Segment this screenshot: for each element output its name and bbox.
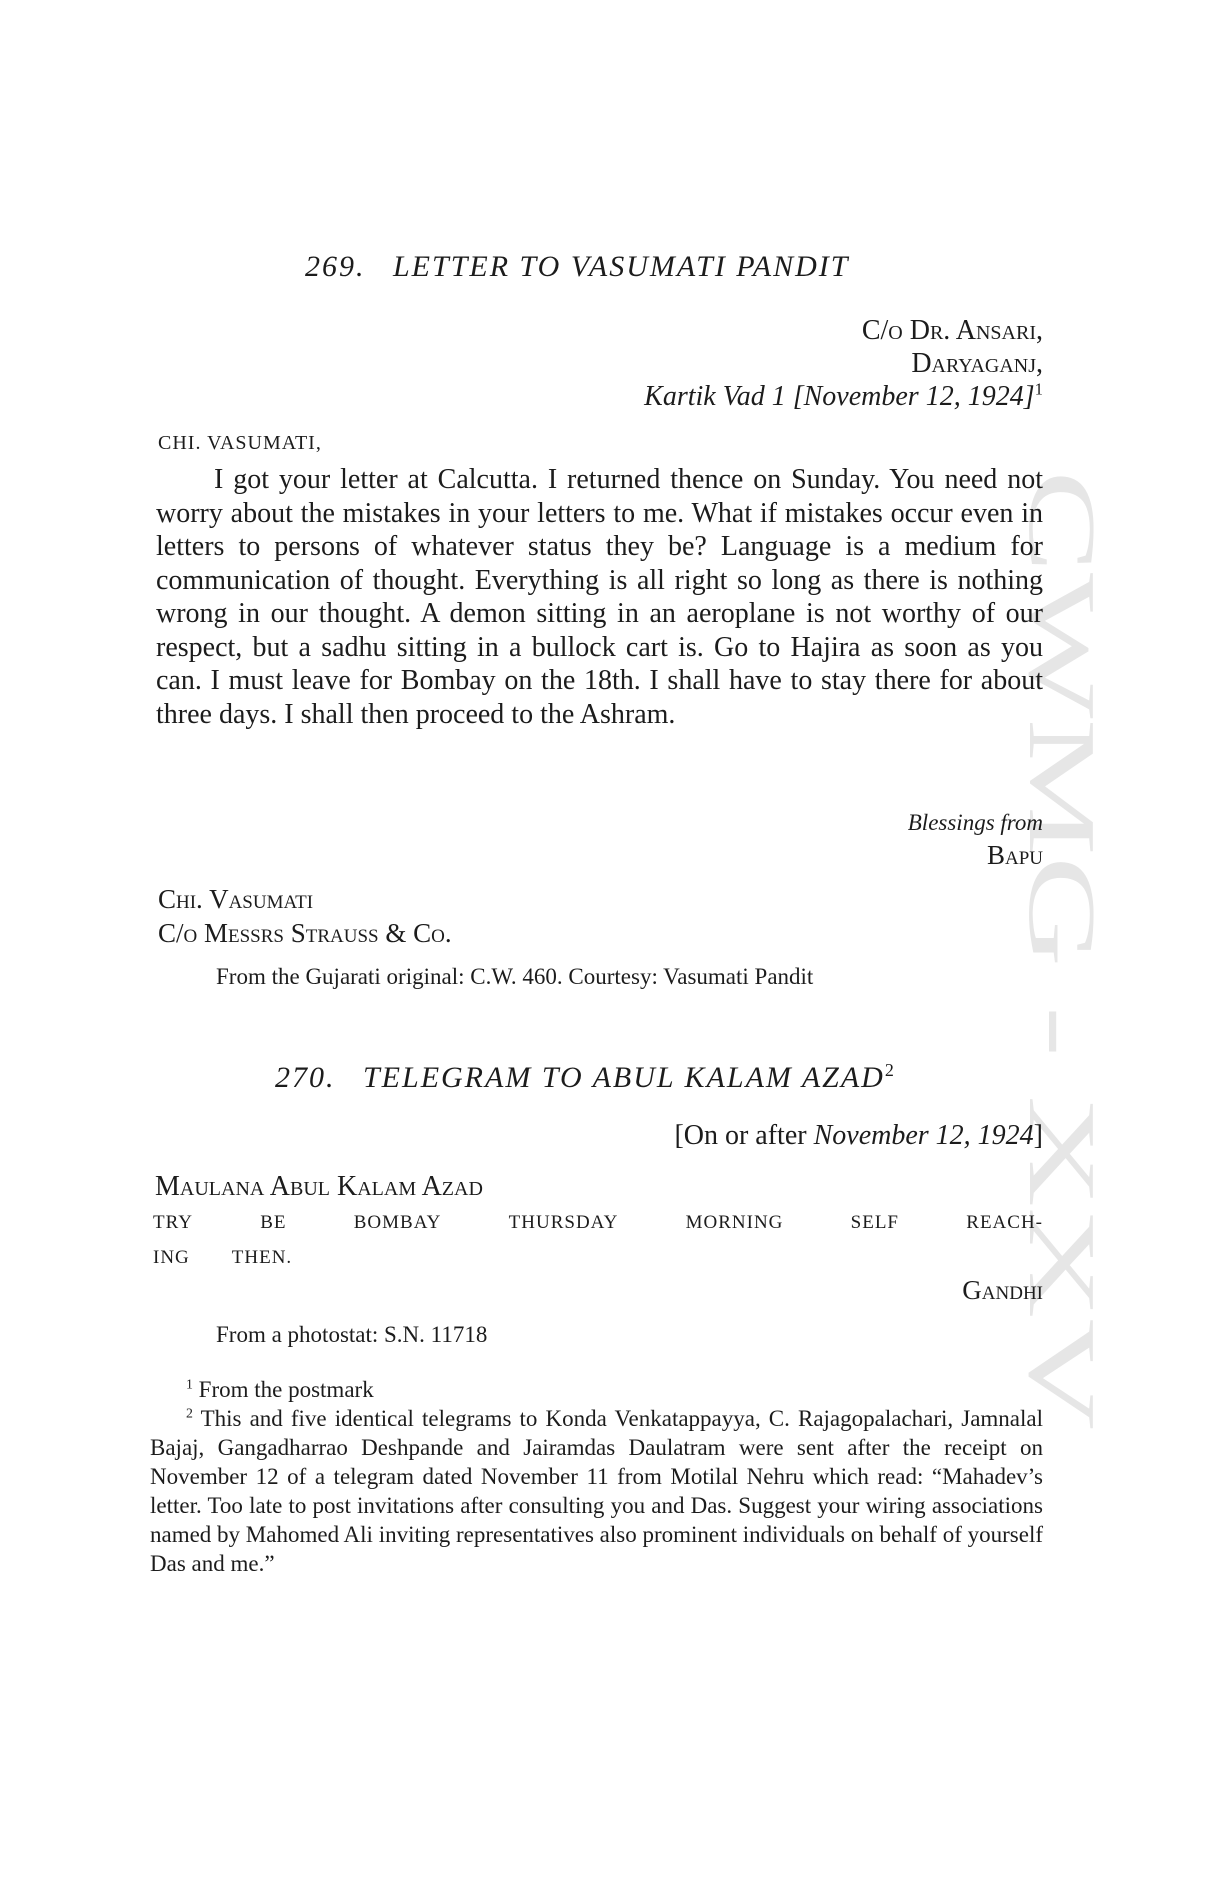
telegram-date-open: [On or after <box>674 1120 814 1151</box>
watermark-text: CWMG XXV <box>1009 470 1100 1068</box>
footnote-1-text: From the postmark <box>198 1377 374 1402</box>
signature-gandhi: Gandhi <box>962 1275 1043 1305</box>
telegram-word: THURSDAY <box>508 1212 619 1233</box>
footnote-ref-2: 2 <box>884 1060 896 1080</box>
telegram-word: TRY <box>153 1212 193 1233</box>
address-line-2: Daryaganj, <box>911 348 1043 379</box>
closing: Blessings from <box>907 810 1043 835</box>
footnote-1-ref: 1 <box>186 1376 193 1392</box>
salutation: CHI. VASUMATI, <box>158 432 322 454</box>
footnote-2 <box>150 1404 1043 1578</box>
document-270-heading <box>275 1061 896 1095</box>
source-269: From the Gujarati original: C.W. 460. Courtesy: Vasumati Pandit <box>216 964 814 989</box>
addressee-line-1: Chi. Vasumati <box>158 884 314 914</box>
telegram-word: ING <box>153 1247 190 1268</box>
date-bracket: [November 12, 1924] <box>792 381 1035 412</box>
document-269-title: LETTER TO VASUMATI PANDIT <box>393 250 850 283</box>
telegram-date-close: ] <box>1033 1120 1043 1151</box>
telegram-word: MORNING <box>685 1212 784 1233</box>
telegram-word: REACH- <box>966 1212 1043 1233</box>
telegram-line-2 <box>153 1247 334 1269</box>
telegram-word: BE <box>260 1212 287 1233</box>
document-269-heading <box>305 250 849 284</box>
document-269-number: 269. <box>305 250 366 283</box>
source-270: From a photostat: S.N. 11718 <box>216 1322 488 1347</box>
document-270-number: 270. <box>275 1061 336 1094</box>
document-270-title: TELEGRAM TO ABUL KALAM AZAD <box>363 1061 885 1094</box>
letter-date <box>644 381 1043 413</box>
telegram-word: THEN. <box>231 1247 293 1268</box>
telegram-word: SELF <box>850 1212 900 1233</box>
footnote-ref-1: 1 <box>1034 379 1043 399</box>
telegram-line-1 <box>153 1212 1043 1234</box>
date-prefix: Kartik Vad 1 <box>644 381 786 412</box>
addressee-line-2: C/o Messrs Strauss & Co. <box>158 918 452 948</box>
signature-bapu: Bapu <box>986 840 1043 870</box>
footnote-1 <box>186 1375 374 1404</box>
address-line-1: C/o Dr. Ansari, <box>861 315 1043 346</box>
telegram-recipient: Maulana Abul Kalam Azad <box>155 1171 483 1202</box>
telegram-date <box>674 1120 1043 1152</box>
telegram-word: BOMBAY <box>353 1212 442 1233</box>
letter-body: I got your letter at Calcutta. I returned thence on Sunday. You need not worry about the mistakes in your letters to me. What if mistakes occur even in letters to persons of whatever status they be? Language is a medium for communication of thought. Everything is all right so long as there is nothing wrong in our thought. A demon sitting in an aeroplane is not worthy of our respect, but a sadhu sitting in a bullock cart is. Go to Hajira as soon as you can. I must leave for Bombay on the 18th. I shall have to stay there for about three days. I shall then proceed to the Ashram. <box>156 464 1043 730</box>
footnote-2-ref: 2 <box>186 1405 193 1421</box>
telegram-date-italic: November 12, 1924 <box>813 1120 1034 1151</box>
footnote-2-text: This and five identical telegrams to Konda Venkatappayya, C. Rajagopalachari, Jamnalal Bajaj, Gangadharrao Deshpande and Jairamdas Daulatram were sent after the receipt on November 12 of a telegram dated November 11 from Motilal Nehru which read: “Mahadev’s letter. Too late to post invitations after consulting you and Das. Suggest your wiring associations named by Mahomed Ali inviting representatives also prominent individuals on behalf of yourself Das and me.” <box>150 1406 1043 1576</box>
